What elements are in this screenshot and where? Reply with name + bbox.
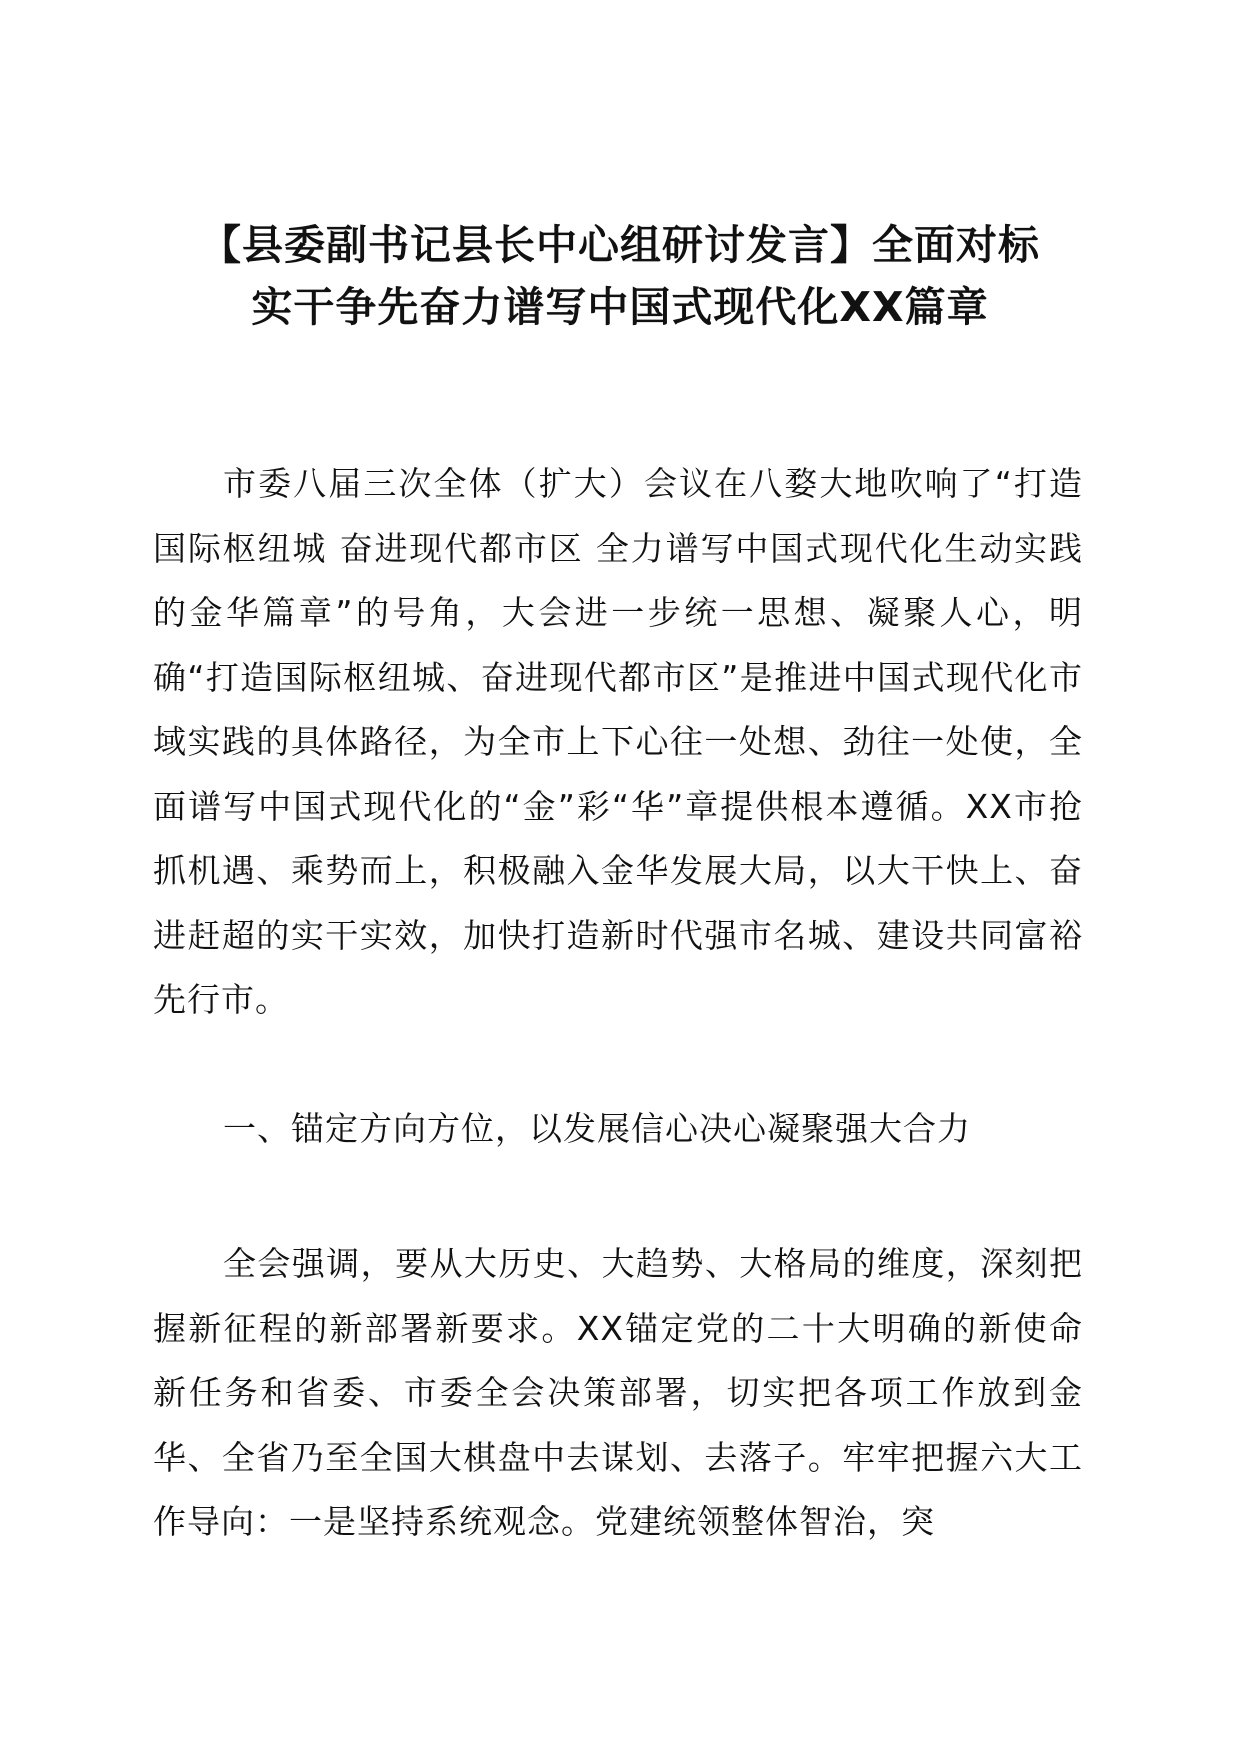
body-paragraph-1: 市委八届三次全体（扩大）会议在八婺大地吹响了“打造国际枢纽城 奋进现代都市区 全力谱写中国式现代化生动实践的金华篇章”的号角，大会进一步统一思想、凝聚人心，明确“打造国际枢纽城、奋进现代都市区”是推进中国式现代化市域实践的具体路径，为全市上下心往一处想、劲往一处使，全面谱写中国式现代化的“金”彩“华”章提供根本遵循。XX市抢抓机遇、乘势而上，积极融入金华发展大局，以大干快上、奋进赶超的实干实效，加快打造新时代强市名城、建设共同富裕先行市。 [153, 464, 1083, 1019]
document-title [150, 214, 1090, 338]
section-heading-1: 一、锚定方向方位，以发展信心决心凝聚强大合力 [223, 1109, 971, 1148]
document-title-line-2: 实干争先奋力谱写中国式现代化XX篇章 [251, 283, 989, 331]
body-paragraph-2: 全会强调，要从大历史、大趋势、大格局的维度，深刻把握新征程的新部署新要求。XX锚定党的二十大明确的新使命新任务和省委、市委全会决策部署，切实把各项工作放到金华、全省乃至全国大棋盘中去谋划、去落子。牢牢把握六大工作导向：一是坚持系统观念。党建统领整体智治，突 [153, 1244, 1083, 1541]
document-title-line-1: 【县委副书记县长中心组研讨发言】全面对标 [200, 221, 1040, 269]
